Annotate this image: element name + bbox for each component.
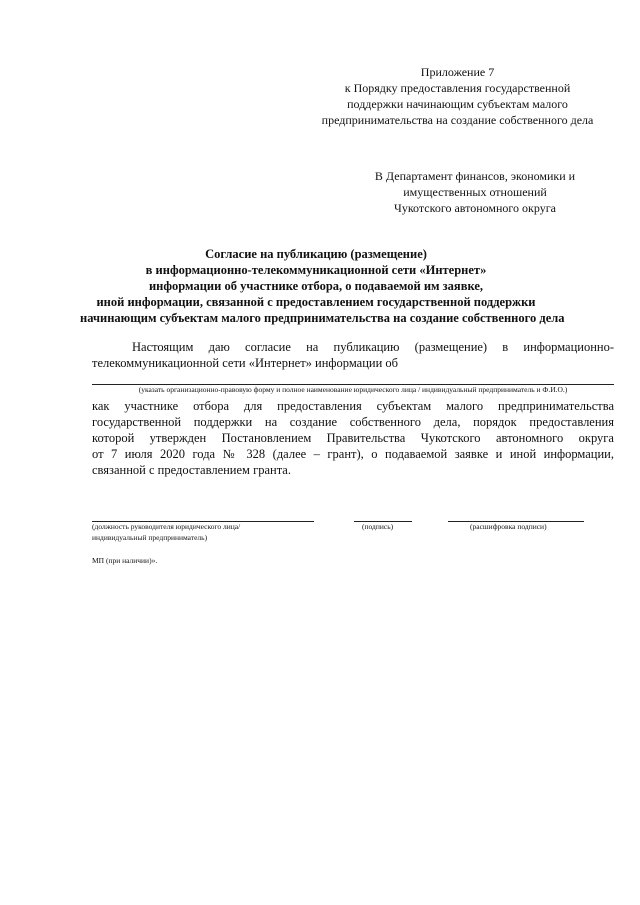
recipient-line: Чукотского автономного округа bbox=[394, 201, 556, 215]
appendix-line: предпринимательства на создание собственного дела bbox=[321, 113, 594, 127]
appendix-line: к Порядку предоставления государственной bbox=[344, 81, 571, 95]
document-title bbox=[80, 246, 565, 326]
body-line: как участнике отбора для предоставления субъектам малого предпринимательства bbox=[92, 399, 614, 413]
intro-line: телекоммуникационной сети «Интернет» информации об bbox=[92, 356, 398, 370]
body-line: от 7 июля 2020 года № 328 (далее – грант), о подаваемой заявке и иной информации, bbox=[92, 447, 614, 461]
stamp-note: МП (при наличии)». bbox=[92, 556, 158, 565]
body-line: которой утвержден Постановлением Правительства Чукотского автономного округа bbox=[92, 431, 614, 445]
consent-intro bbox=[92, 339, 614, 371]
recipient-line: В Департамент финансов, экономики и bbox=[374, 169, 576, 183]
appendix-header bbox=[300, 64, 615, 128]
recipient-line: имущественных отношений bbox=[403, 185, 547, 199]
title-line: начинающим субъектам малого предпринимательства на создание собственного дела bbox=[80, 311, 565, 325]
appendix-line: Приложение 7 bbox=[420, 65, 495, 79]
recipient-block bbox=[355, 168, 595, 216]
signature-caption: (подпись) bbox=[362, 522, 394, 531]
consent-body bbox=[92, 398, 614, 478]
title-line: Согласие на публикацию (размещение) bbox=[205, 247, 427, 261]
applicant-name-caption: (указать организационно-правовую форму и полное наименование юридического лица / индивидуальный предприниматель и Ф.И.О.) bbox=[138, 385, 568, 394]
body-line: государственной поддержки на создание собственного дела, порядок предоставления bbox=[92, 415, 614, 429]
title-line: иной информации, связанной с предоставлением государственной поддержки bbox=[96, 295, 536, 309]
title-line: информации об участнике отбора, о подаваемой им заявке, bbox=[148, 279, 484, 293]
decoding-caption: (расшифровка подписи) bbox=[470, 522, 547, 531]
position-caption-2: индивидуальный предприниматель) bbox=[92, 533, 208, 542]
body-line: связанной с предоставлением гранта. bbox=[92, 463, 291, 477]
intro-line: Настоящим даю согласие на публикацию (размещение) в информационно- bbox=[132, 340, 614, 354]
title-line: в информационно-телекоммуникационной сети «Интернет» bbox=[145, 263, 487, 277]
position-caption: (должность руководителя юридического лица/ bbox=[92, 522, 241, 531]
appendix-line: поддержки начинающим субъектам малого bbox=[347, 97, 568, 111]
